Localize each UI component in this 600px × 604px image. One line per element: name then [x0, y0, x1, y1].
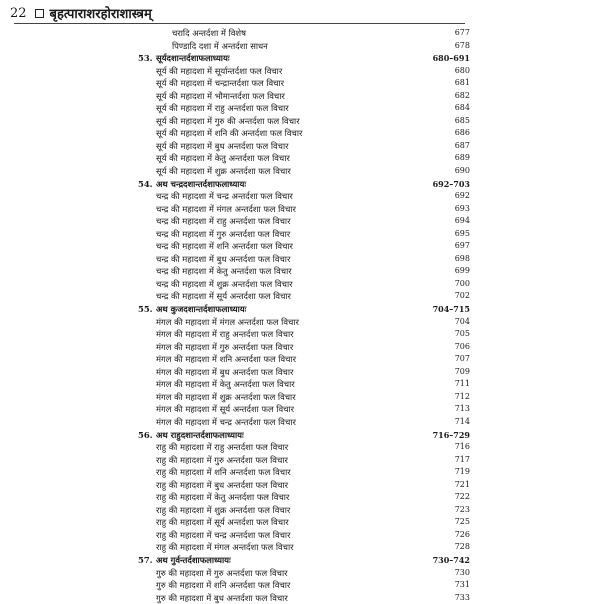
- entry-title: सूर्य की महादशा में शुक्र अन्तर्दशा फल विचार: [156, 166, 291, 177]
- toc-entry: [0, 102, 600, 115]
- entry-page: 726: [454, 529, 470, 539]
- entry-page: 692: [454, 191, 470, 201]
- toc-entry: [0, 65, 600, 78]
- chapter-number: 56.: [138, 429, 153, 440]
- table-of-contents: [0, 27, 600, 604]
- entry-title: राहु की महादशा में केतु अन्तर्दशा फल विचार: [156, 492, 290, 503]
- entry-title: राहु की महादशा में मंगल अन्तर्दशा फल विचार: [156, 542, 294, 553]
- entry-page: 700: [454, 278, 470, 288]
- entry-page: 723: [454, 504, 470, 514]
- entry-page: 709: [454, 366, 470, 376]
- entry-page: 687: [454, 140, 470, 150]
- entry-page: 733: [454, 592, 470, 602]
- entry-title: सूर्य की महादशा में गुरु की अन्तर्दशा फल विचार: [156, 115, 300, 126]
- chapter-pages: 716–729: [432, 429, 470, 440]
- entry-title: चरादि अन्तर्दशा में विशेष: [172, 28, 246, 38]
- toc-entry: [0, 27, 600, 40]
- toc-entry: [0, 265, 600, 278]
- entry-page: 706: [454, 341, 470, 351]
- chapter-pages: 704–715: [432, 304, 470, 315]
- toc-entry: [0, 316, 600, 329]
- entry-title: चन्द्र की महादशा में चन्द्र अन्तर्दशा फल विचार: [156, 191, 293, 202]
- chapter-heading: [0, 303, 600, 316]
- entry-title: मंगल की महादशा में शुक्र अन्तर्दशा फल विचार: [156, 391, 296, 402]
- entry-title: सूर्य की महादशा में सूर्यान्तर्दशा फल विचार: [156, 65, 283, 76]
- entry-page: 682: [454, 90, 470, 100]
- entry-page: 705: [454, 329, 470, 339]
- chapter-title: अथ चन्द्रदशान्तर्दशाफलाध्यायः: [156, 178, 247, 189]
- entry-page: 704: [454, 316, 470, 326]
- entry-page: 719: [454, 467, 470, 477]
- entry-page: 678: [454, 40, 470, 50]
- entry-title: सूर्य की महादशा में भौमान्तर्दशा फल विचार: [156, 90, 285, 101]
- toc-entry: [0, 328, 600, 341]
- toc-entry: [0, 479, 600, 492]
- entry-page: 714: [454, 416, 470, 426]
- entry-title: राहु की महादशा में राहु अन्तर्दशा फल विचार: [156, 442, 289, 453]
- book-title: बृहत्पाराशरहोराशास्त्रम्: [49, 7, 152, 22]
- chapter-heading: [0, 178, 600, 191]
- entry-title: चन्द्र की महादशा में सूर्य अन्तर्दशा फल विचार: [156, 291, 291, 302]
- toc-entry: [0, 466, 600, 479]
- entry-title: मंगल की महादशा में मंगल अन्तर्दशा फल विचार: [156, 316, 299, 327]
- entry-title: चन्द्र की महादशा में शुक्र अन्तर्दशा फल विचार: [156, 278, 293, 289]
- chapter-heading: [0, 52, 600, 65]
- toc-entry: [0, 240, 600, 253]
- toc-entry: [0, 416, 600, 429]
- entry-page: 721: [454, 479, 470, 489]
- entry-title: चन्द्र की महादशा में गुरु अन्तर्दशा फल विचार: [156, 228, 291, 239]
- chapter-number: 54.: [138, 178, 153, 189]
- entry-title: चन्द्र की महादशा में केतु अन्तर्दशा फल विचार: [156, 266, 292, 277]
- toc-entry: [0, 366, 600, 379]
- entry-page: 713: [454, 404, 470, 414]
- page-header: [10, 3, 152, 23]
- entry-title: गुरु की महादशा में शनि अन्तर्दशा फल विचार: [156, 580, 291, 591]
- toc-entry: [0, 491, 600, 504]
- entry-title: मंगल की महादशा में गुरु अन्तर्दशा फल विचार: [156, 341, 294, 352]
- toc-entry: [0, 504, 600, 517]
- toc-entry: [0, 454, 600, 467]
- entry-page: 731: [454, 580, 470, 590]
- entry-title: चन्द्र की महादशा में राहु अन्तर्दशा फल विचार: [156, 216, 291, 227]
- chapter-title: सूर्यदशान्तर्दशाफलाध्यायः: [156, 53, 230, 64]
- entry-page: 698: [454, 253, 470, 263]
- chapter-pages: 692–703: [432, 178, 470, 189]
- entry-title: मंगल की महादशा में चन्द्र अन्तर्दशा फल विचार: [156, 416, 296, 427]
- chapter-pages: 730–742: [432, 554, 470, 565]
- page-number: 22: [10, 5, 27, 21]
- toc-entry: [0, 567, 600, 580]
- entry-page: 717: [454, 454, 470, 464]
- toc-entry: [0, 290, 600, 303]
- header-divider: [14, 23, 465, 24]
- entry-title: सूर्य की महादशा में राहु अन्तर्दशा फल विचार: [156, 103, 289, 114]
- entry-title: चन्द्र की महादशा में बुध अन्तर्दशा फल विचार: [156, 253, 291, 264]
- entry-page: 711: [454, 379, 470, 389]
- entry-title: चन्द्र की महादशा में शनि अन्तर्दशा फल विचार: [156, 241, 293, 252]
- toc-entry: [0, 341, 600, 354]
- entry-page: 677: [454, 28, 470, 37]
- entry-page: 694: [454, 216, 470, 226]
- entry-title: राहु की महादशा में सूर्य अन्तर्दशा फल विचार: [156, 517, 289, 528]
- entry-page: 681: [454, 78, 470, 88]
- entry-title: सूर्य की महादशा में चन्द्रान्तर्दशा फल विचार: [156, 78, 285, 89]
- toc-entry: [0, 190, 600, 203]
- toc-entry: [0, 77, 600, 90]
- entry-page: 712: [454, 391, 470, 401]
- toc-entry: [0, 516, 600, 529]
- toc-entry: [0, 40, 600, 53]
- toc-entry: [0, 278, 600, 291]
- chapter-title: अथ गुर्वन्तर्दशाफलाध्यायः: [156, 554, 231, 565]
- toc-entry: [0, 592, 600, 604]
- toc-entry: [0, 140, 600, 153]
- toc-entry: [0, 353, 600, 366]
- entry-page: 689: [454, 153, 470, 163]
- toc-entry: [0, 441, 600, 454]
- entry-title: चन्द्र की महादशा में मंगल अन्तर्दशा फल विचार: [156, 203, 296, 214]
- chapter-title: अथ राहुदशान्तर्दशाफलाध्यायः: [156, 429, 244, 440]
- entry-title: मंगल की महादशा में शनि अन्तर्दशा फल विचार: [156, 354, 297, 365]
- entry-title: सूर्य की महादशा में केतु अन्तर्दशा फल विचार: [156, 153, 290, 164]
- entry-title: गुरु की महादशा में बुध अन्तर्दशा फल विचार: [156, 592, 288, 603]
- entry-title: गुरु की महादशा में गुरु अन्तर्दशा फल विचार: [156, 567, 288, 578]
- toc-entry: [0, 165, 600, 178]
- entry-page: 707: [454, 354, 470, 364]
- entry-page: 695: [454, 228, 470, 238]
- entry-page: 685: [454, 115, 470, 125]
- entry-page: 730: [454, 567, 470, 577]
- entry-page: 725: [454, 517, 470, 527]
- chapter-number: 53.: [138, 53, 153, 64]
- toc-entry: [0, 391, 600, 404]
- entry-title: मंगल की महादशा में राहु अन्तर्दशा फल विचार: [156, 329, 294, 340]
- entry-page: 686: [454, 128, 470, 138]
- entry-title: सूर्य की महादशा में शनि की अन्तर्दशा फल विचार: [156, 128, 303, 139]
- toc-entry: [0, 215, 600, 228]
- entry-title: राहु की महादशा में शुक्र अन्तर्दशा फल विचार: [156, 504, 291, 515]
- toc-entry: [0, 529, 600, 542]
- entry-title: पिण्डादि दशा में अन्तर्दशा साधन: [172, 40, 268, 51]
- entry-page: 728: [454, 542, 470, 552]
- toc-entry: [0, 152, 600, 165]
- toc-entry: [0, 115, 600, 128]
- toc-entry: [0, 378, 600, 391]
- entry-page: 722: [454, 492, 470, 502]
- entry-page: 716: [454, 442, 470, 452]
- entry-title: राहु की महादशा में बुध अन्तर्दशा फल विचार: [156, 479, 289, 490]
- toc-entry: [0, 579, 600, 592]
- entry-title: राहु की महादशा में चन्द्र अन्तर्दशा फल विचार: [156, 529, 291, 540]
- chapter-heading: [0, 554, 600, 567]
- chapter-number: 55.: [138, 304, 153, 315]
- entry-page: 699: [454, 266, 470, 276]
- chapter-heading: [0, 429, 600, 442]
- entry-page: 684: [454, 103, 470, 113]
- toc-entry: [0, 541, 600, 554]
- entry-page: 702: [454, 291, 470, 301]
- toc-entry: [0, 203, 600, 216]
- entry-title: मंगल की महादशा में सूर्य अन्तर्दशा फल विचार: [156, 404, 295, 415]
- chapter-title: अथ कुजदशान्तर्दशाफलाध्यायः: [156, 304, 247, 315]
- entry-title: राहु की महादशा में गुरु अन्तर्दशा फल विचार: [156, 454, 288, 465]
- chapter-pages: 680–691: [432, 53, 470, 64]
- toc-entry: [0, 127, 600, 140]
- entry-page: 690: [454, 166, 470, 176]
- square-bullet-icon: [35, 9, 44, 18]
- entry-title: मंगल की महादशा में केतु अन्तर्दशा फल विचार: [156, 379, 295, 390]
- entry-page: 680: [454, 65, 470, 75]
- entry-page: 693: [454, 203, 470, 213]
- entry-page: 697: [454, 241, 470, 251]
- entry-title: मंगल की महादशा में बुध अन्तर्दशा फल विचार: [156, 366, 294, 377]
- toc-entry: [0, 253, 600, 266]
- entry-title: सूर्य की महादशा में बुध अन्तर्दशा फल विचार: [156, 140, 289, 151]
- toc-entry: [0, 228, 600, 241]
- entry-title: राहु की महादशा में शनि अन्तर्दशा फल विचार: [156, 467, 291, 478]
- toc-entry: [0, 403, 600, 416]
- chapter-number: 57.: [138, 554, 153, 565]
- toc-entry: [0, 90, 600, 103]
